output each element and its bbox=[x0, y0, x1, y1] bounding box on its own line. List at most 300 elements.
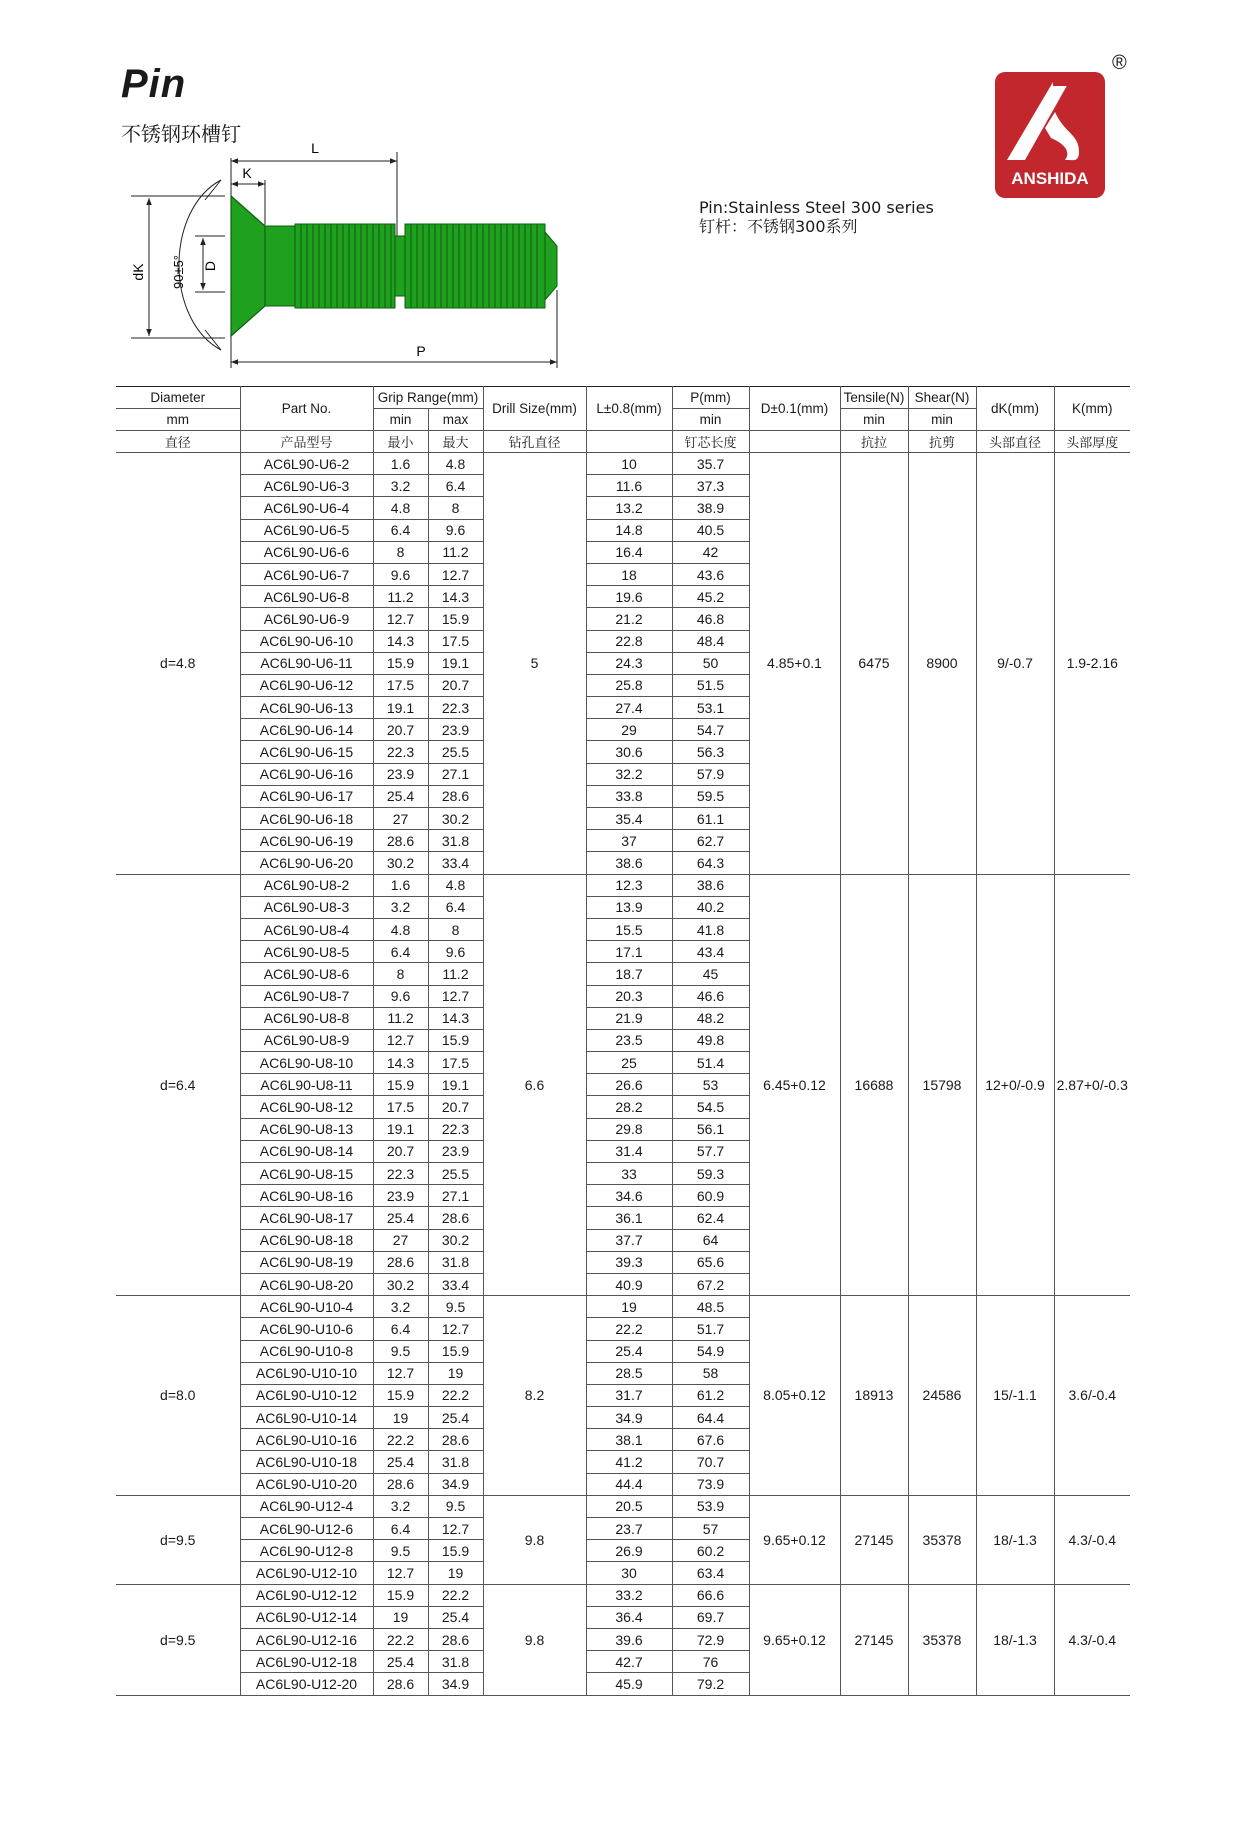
cell-grip-min: 28.6 bbox=[373, 830, 428, 852]
cell-grip-min: 1.6 bbox=[373, 874, 428, 896]
cell-P: 64.3 bbox=[672, 852, 749, 874]
cell-P: 53 bbox=[672, 1074, 749, 1096]
cell-grip-min: 22.2 bbox=[373, 1429, 428, 1451]
label-D: D bbox=[202, 260, 218, 272]
cell-grip-max: 31.8 bbox=[428, 1251, 483, 1273]
label-P: P bbox=[416, 343, 426, 359]
cell-grip-min: 3.2 bbox=[373, 896, 428, 918]
cell-L: 13.2 bbox=[586, 497, 672, 519]
cell-L: 33.2 bbox=[586, 1584, 672, 1606]
cell-L: 41.2 bbox=[586, 1451, 672, 1473]
cell-K: 1.9-2.16 bbox=[1054, 453, 1130, 875]
cell-part-no: AC6L90-U8-9 bbox=[240, 1029, 373, 1051]
material-en: Pin:Stainless Steel 300 series bbox=[699, 198, 934, 217]
cell-P: 50 bbox=[672, 652, 749, 674]
cell-grip-max: 17.5 bbox=[428, 1052, 483, 1074]
th-part-no: Part No. bbox=[240, 387, 373, 431]
cell-grip-max: 4.8 bbox=[428, 453, 483, 475]
cell-part-no: AC6L90-U6-9 bbox=[240, 608, 373, 630]
page-title: Pin bbox=[121, 62, 187, 106]
cell-shear: 35378 bbox=[908, 1584, 976, 1695]
cell-P: 79.2 bbox=[672, 1673, 749, 1695]
cell-grip-min: 12.7 bbox=[373, 1562, 428, 1584]
cell-part-no: AC6L90-U8-6 bbox=[240, 963, 373, 985]
cell-grip-max: 28.6 bbox=[428, 1207, 483, 1229]
cell-P: 54.9 bbox=[672, 1340, 749, 1362]
cell-P: 60.9 bbox=[672, 1185, 749, 1207]
cell-grip-max: 25.5 bbox=[428, 1163, 483, 1185]
cell-diameter: d=6.4 bbox=[116, 874, 240, 1296]
cell-part-no: AC6L90-U6-3 bbox=[240, 475, 373, 497]
cell-grip-max: 19.1 bbox=[428, 652, 483, 674]
cell-L: 35.4 bbox=[586, 808, 672, 830]
cell-L: 39.6 bbox=[586, 1628, 672, 1650]
cell-grip-max: 11.2 bbox=[428, 541, 483, 563]
cell-L: 28.2 bbox=[586, 1096, 672, 1118]
cell-L: 20.5 bbox=[586, 1495, 672, 1517]
cell-part-no: AC6L90-U6-20 bbox=[240, 852, 373, 874]
cell-grip-max: 27.1 bbox=[428, 1185, 483, 1207]
label-dK: dK bbox=[130, 263, 146, 281]
cell-P: 45.2 bbox=[672, 586, 749, 608]
cell-part-no: AC6L90-U8-3 bbox=[240, 896, 373, 918]
cell-grip-max: 31.8 bbox=[428, 830, 483, 852]
cell-L: 39.3 bbox=[586, 1251, 672, 1273]
cell-grip-max: 6.4 bbox=[428, 896, 483, 918]
cell-P: 53.1 bbox=[672, 697, 749, 719]
cell-P: 63.4 bbox=[672, 1562, 749, 1584]
cell-part-no: AC6L90-U8-19 bbox=[240, 1251, 373, 1273]
cell-part-no: AC6L90-U12-20 bbox=[240, 1673, 373, 1695]
cell-L: 29.8 bbox=[586, 1118, 672, 1140]
header-row-1 bbox=[116, 387, 1130, 409]
cell-P: 76 bbox=[672, 1651, 749, 1673]
cell-P: 72.9 bbox=[672, 1628, 749, 1650]
cell-grip-min: 6.4 bbox=[373, 941, 428, 963]
cell-L: 19.6 bbox=[586, 586, 672, 608]
cell-P: 65.6 bbox=[672, 1251, 749, 1273]
cell-grip-max: 22.2 bbox=[428, 1584, 483, 1606]
cell-grip-min: 9.5 bbox=[373, 1540, 428, 1562]
cell-drill: 5 bbox=[483, 453, 586, 875]
cell-part-no: AC6L90-U12-10 bbox=[240, 1562, 373, 1584]
cell-grip-max: 12.7 bbox=[428, 1518, 483, 1540]
cell-L: 30.6 bbox=[586, 741, 672, 763]
cell-grip-min: 6.4 bbox=[373, 519, 428, 541]
cell-grip-min: 20.7 bbox=[373, 719, 428, 741]
cell-part-no: AC6L90-U10-8 bbox=[240, 1340, 373, 1362]
cell-P: 43.4 bbox=[672, 941, 749, 963]
cell-dK: 12+0/-0.9 bbox=[976, 874, 1054, 1296]
cell-grip-min: 23.9 bbox=[373, 1185, 428, 1207]
header-row-cn bbox=[116, 431, 1130, 453]
cell-part-no: AC6L90-U8-13 bbox=[240, 1118, 373, 1140]
cell-L: 32.2 bbox=[586, 763, 672, 785]
cell-part-no: AC6L90-U8-2 bbox=[240, 874, 373, 896]
cell-part-no: AC6L90-U8-10 bbox=[240, 1052, 373, 1074]
th-grip-min: min bbox=[373, 409, 428, 431]
cell-diameter: d=8.0 bbox=[116, 1296, 240, 1496]
cell-L: 18.7 bbox=[586, 963, 672, 985]
cell-grip-min: 9.6 bbox=[373, 985, 428, 1007]
cell-part-no: AC6L90-U12-14 bbox=[240, 1606, 373, 1628]
cell-L: 17.1 bbox=[586, 941, 672, 963]
cell-P: 56.1 bbox=[672, 1118, 749, 1140]
cell-grip-min: 6.4 bbox=[373, 1518, 428, 1540]
cell-grip-max: 9.5 bbox=[428, 1296, 483, 1318]
cell-part-no: AC6L90-U10-14 bbox=[240, 1407, 373, 1429]
cell-grip-max: 25.4 bbox=[428, 1407, 483, 1429]
th-L: L±0.8(mm) bbox=[586, 387, 672, 431]
cell-grip-min: 17.5 bbox=[373, 1096, 428, 1118]
cell-P: 70.7 bbox=[672, 1451, 749, 1473]
cell-part-no: AC6L90-U10-10 bbox=[240, 1362, 373, 1384]
cell-grip-min: 9.5 bbox=[373, 1340, 428, 1362]
pin-diagram bbox=[125, 140, 625, 370]
th-cn-dK: 头部直径 bbox=[976, 431, 1054, 453]
cell-part-no: AC6L90-U10-4 bbox=[240, 1296, 373, 1318]
cell-part-no: AC6L90-U10-18 bbox=[240, 1451, 373, 1473]
cell-L: 11.6 bbox=[586, 475, 672, 497]
cell-L: 34.6 bbox=[586, 1185, 672, 1207]
cell-grip-max: 9.5 bbox=[428, 1495, 483, 1517]
cell-L: 33.8 bbox=[586, 785, 672, 807]
th-dK: dK(mm) bbox=[976, 387, 1054, 431]
cell-grip-min: 28.6 bbox=[373, 1251, 428, 1273]
cell-L: 22.2 bbox=[586, 1318, 672, 1340]
cell-grip-min: 25.4 bbox=[373, 1207, 428, 1229]
cell-part-no: AC6L90-U12-4 bbox=[240, 1495, 373, 1517]
cell-L: 20.3 bbox=[586, 985, 672, 1007]
table-row bbox=[116, 1495, 1130, 1517]
cell-drill: 9.8 bbox=[483, 1584, 586, 1695]
cell-P: 48.2 bbox=[672, 1007, 749, 1029]
cell-part-no: AC6L90-U12-18 bbox=[240, 1651, 373, 1673]
cell-grip-max: 34.9 bbox=[428, 1473, 483, 1495]
cell-part-no: AC6L90-U6-2 bbox=[240, 453, 373, 475]
cell-grip-min: 3.2 bbox=[373, 475, 428, 497]
cell-L: 23.5 bbox=[586, 1029, 672, 1051]
cell-part-no: AC6L90-U8-5 bbox=[240, 941, 373, 963]
cell-D: 6.45+0.12 bbox=[749, 874, 840, 1296]
cell-part-no: AC6L90-U8-12 bbox=[240, 1096, 373, 1118]
cell-part-no: AC6L90-U6-5 bbox=[240, 519, 373, 541]
cell-grip-min: 8 bbox=[373, 541, 428, 563]
cell-part-no: AC6L90-U6-11 bbox=[240, 652, 373, 674]
cell-P: 59.3 bbox=[672, 1163, 749, 1185]
cell-P: 35.7 bbox=[672, 453, 749, 475]
cell-part-no: AC6L90-U6-18 bbox=[240, 808, 373, 830]
cell-grip-min: 25.4 bbox=[373, 1651, 428, 1673]
cell-grip-max: 15.9 bbox=[428, 1340, 483, 1362]
cell-grip-max: 20.7 bbox=[428, 1096, 483, 1118]
cell-P: 66.6 bbox=[672, 1584, 749, 1606]
cell-L: 26.9 bbox=[586, 1540, 672, 1562]
cell-grip-max: 30.2 bbox=[428, 1229, 483, 1251]
cell-P: 57 bbox=[672, 1518, 749, 1540]
cell-grip-max: 28.6 bbox=[428, 1628, 483, 1650]
cell-P: 46.6 bbox=[672, 985, 749, 1007]
cell-shear: 8900 bbox=[908, 453, 976, 875]
cell-P: 61.2 bbox=[672, 1384, 749, 1406]
cell-grip-max: 25.5 bbox=[428, 741, 483, 763]
cell-L: 15.5 bbox=[586, 918, 672, 940]
cell-part-no: AC6L90-U12-12 bbox=[240, 1584, 373, 1606]
cell-L: 38.6 bbox=[586, 852, 672, 874]
cell-grip-max: 22.3 bbox=[428, 1118, 483, 1140]
cell-K: 4.3/-0.4 bbox=[1054, 1495, 1130, 1584]
cell-P: 37.3 bbox=[672, 475, 749, 497]
cell-L: 19 bbox=[586, 1296, 672, 1318]
cell-part-no: AC6L90-U6-17 bbox=[240, 785, 373, 807]
cell-K: 3.6/-0.4 bbox=[1054, 1296, 1130, 1496]
cell-grip-max: 28.6 bbox=[428, 785, 483, 807]
cell-L: 45.9 bbox=[586, 1673, 672, 1695]
cell-L: 28.5 bbox=[586, 1362, 672, 1384]
table-row bbox=[116, 1584, 1130, 1606]
cell-L: 25.8 bbox=[586, 674, 672, 696]
cell-P: 54.5 bbox=[672, 1096, 749, 1118]
cell-P: 67.6 bbox=[672, 1429, 749, 1451]
cell-P: 38.9 bbox=[672, 497, 749, 519]
cell-P: 40.5 bbox=[672, 519, 749, 541]
cell-grip-max: 8 bbox=[428, 918, 483, 940]
th-P: P(mm) bbox=[672, 387, 749, 409]
cell-K: 2.87+0/-0.3 bbox=[1054, 874, 1130, 1296]
th-shear: Shear(N) bbox=[908, 387, 976, 409]
th-cn-part-no: 产品型号 bbox=[240, 431, 373, 453]
cell-L: 13.9 bbox=[586, 896, 672, 918]
cell-grip-max: 19 bbox=[428, 1562, 483, 1584]
cell-part-no: AC6L90-U8-8 bbox=[240, 1007, 373, 1029]
cell-grip-max: 19 bbox=[428, 1362, 483, 1384]
cell-grip-max: 31.8 bbox=[428, 1451, 483, 1473]
cell-L: 21.2 bbox=[586, 608, 672, 630]
cell-P: 40.2 bbox=[672, 896, 749, 918]
cell-L: 29 bbox=[586, 719, 672, 741]
cell-dK: 9/-0.7 bbox=[976, 453, 1054, 875]
cell-P: 38.6 bbox=[672, 874, 749, 896]
cell-D: 4.85+0.1 bbox=[749, 453, 840, 875]
cell-L: 34.9 bbox=[586, 1407, 672, 1429]
cell-grip-min: 15.9 bbox=[373, 652, 428, 674]
cell-grip-min: 22.3 bbox=[373, 1163, 428, 1185]
cell-grip-max: 12.7 bbox=[428, 563, 483, 585]
cell-L: 38.1 bbox=[586, 1429, 672, 1451]
cell-grip-min: 19 bbox=[373, 1606, 428, 1628]
cell-grip-min: 8 bbox=[373, 963, 428, 985]
cell-L: 31.4 bbox=[586, 1140, 672, 1162]
cell-P: 61.1 bbox=[672, 808, 749, 830]
cell-grip-min: 19 bbox=[373, 1407, 428, 1429]
cell-L: 18 bbox=[586, 563, 672, 585]
cell-L: 42.7 bbox=[586, 1651, 672, 1673]
table-row bbox=[116, 1296, 1130, 1318]
cell-D: 9.65+0.12 bbox=[749, 1495, 840, 1584]
cell-L: 25 bbox=[586, 1052, 672, 1074]
cell-part-no: AC6L90-U8-7 bbox=[240, 985, 373, 1007]
cell-part-no: AC6L90-U10-20 bbox=[240, 1473, 373, 1495]
cell-part-no: AC6L90-U6-10 bbox=[240, 630, 373, 652]
cell-L: 37.7 bbox=[586, 1229, 672, 1251]
th-cn-K: 头部厚度 bbox=[1054, 431, 1130, 453]
th-mm: mm bbox=[116, 409, 240, 431]
th-cn-P: 钉芯长度 bbox=[672, 431, 749, 453]
cell-grip-min: 3.2 bbox=[373, 1495, 428, 1517]
cell-grip-max: 20.7 bbox=[428, 674, 483, 696]
cell-L: 23.7 bbox=[586, 1518, 672, 1540]
cell-grip-min: 23.9 bbox=[373, 763, 428, 785]
cell-part-no: AC6L90-U6-7 bbox=[240, 563, 373, 585]
th-cn-shear: 抗剪 bbox=[908, 431, 976, 453]
cell-part-no: AC6L90-U8-16 bbox=[240, 1185, 373, 1207]
cell-grip-max: 19.1 bbox=[428, 1074, 483, 1096]
cell-grip-min: 14.3 bbox=[373, 1052, 428, 1074]
cell-grip-max: 15.9 bbox=[428, 608, 483, 630]
cell-grip-min: 3.2 bbox=[373, 1296, 428, 1318]
cell-grip-max: 12.7 bbox=[428, 985, 483, 1007]
th-tensile-min: min bbox=[840, 409, 908, 431]
cell-L: 25.4 bbox=[586, 1340, 672, 1362]
cell-L: 26.6 bbox=[586, 1074, 672, 1096]
cell-grip-min: 30.2 bbox=[373, 1273, 428, 1295]
cell-part-no: AC6L90-U10-16 bbox=[240, 1429, 373, 1451]
cell-grip-max: 14.3 bbox=[428, 1007, 483, 1029]
cell-P: 51.4 bbox=[672, 1052, 749, 1074]
cell-P: 67.2 bbox=[672, 1273, 749, 1295]
cell-part-no: AC6L90-U12-16 bbox=[240, 1628, 373, 1650]
th-cn-D bbox=[749, 431, 840, 453]
cell-K: 4.3/-0.4 bbox=[1054, 1584, 1130, 1695]
cell-grip-min: 30.2 bbox=[373, 852, 428, 874]
cell-grip-max: 30.2 bbox=[428, 808, 483, 830]
cell-P: 46.8 bbox=[672, 608, 749, 630]
cell-grip-min: 11.2 bbox=[373, 1007, 428, 1029]
th-cn-drill: 钻孔直径 bbox=[483, 431, 586, 453]
cell-P: 73.9 bbox=[672, 1473, 749, 1495]
cell-P: 57.7 bbox=[672, 1140, 749, 1162]
cell-grip-max: 25.4 bbox=[428, 1606, 483, 1628]
cell-grip-min: 4.8 bbox=[373, 497, 428, 519]
cell-P: 45 bbox=[672, 963, 749, 985]
anshida-logo bbox=[995, 72, 1105, 198]
material-cn: 钉杆：不锈钢300系列 bbox=[699, 217, 858, 236]
cell-grip-min: 27 bbox=[373, 1229, 428, 1251]
cell-part-no: AC6L90-U8-15 bbox=[240, 1163, 373, 1185]
cell-grip-min: 12.7 bbox=[373, 608, 428, 630]
cell-tensile: 16688 bbox=[840, 874, 908, 1296]
cell-grip-min: 17.5 bbox=[373, 674, 428, 696]
cell-L: 21.9 bbox=[586, 1007, 672, 1029]
cell-part-no: AC6L90-U6-13 bbox=[240, 697, 373, 719]
cell-P: 49.8 bbox=[672, 1029, 749, 1051]
cell-grip-max: 9.6 bbox=[428, 519, 483, 541]
cell-grip-min: 4.8 bbox=[373, 918, 428, 940]
cell-P: 57.9 bbox=[672, 763, 749, 785]
cell-P: 56.3 bbox=[672, 741, 749, 763]
cell-P: 60.2 bbox=[672, 1540, 749, 1562]
cell-grip-max: 8 bbox=[428, 497, 483, 519]
cell-diameter: d=4.8 bbox=[116, 453, 240, 875]
cell-part-no: AC6L90-U12-8 bbox=[240, 1540, 373, 1562]
cell-shear: 15798 bbox=[908, 874, 976, 1296]
material-note bbox=[699, 198, 934, 236]
th-cn-tensile: 抗拉 bbox=[840, 431, 908, 453]
cell-tensile: 6475 bbox=[840, 453, 908, 875]
cell-grip-min: 9.6 bbox=[373, 563, 428, 585]
cell-D: 8.05+0.12 bbox=[749, 1296, 840, 1496]
cell-part-no: AC6L90-U8-20 bbox=[240, 1273, 373, 1295]
cell-P: 48.5 bbox=[672, 1296, 749, 1318]
table-row bbox=[116, 453, 1130, 475]
cell-part-no: AC6L90-U10-6 bbox=[240, 1318, 373, 1340]
cell-grip-max: 15.9 bbox=[428, 1029, 483, 1051]
cell-grip-min: 15.9 bbox=[373, 1584, 428, 1606]
label-K: K bbox=[242, 165, 252, 181]
th-D: D±0.1(mm) bbox=[749, 387, 840, 431]
th-grip: Grip Range(mm) bbox=[373, 387, 483, 409]
registered-mark: ® bbox=[1112, 52, 1127, 74]
cell-L: 22.8 bbox=[586, 630, 672, 652]
cell-grip-max: 22.2 bbox=[428, 1384, 483, 1406]
cell-part-no: AC6L90-U8-17 bbox=[240, 1207, 373, 1229]
cell-grip-min: 22.3 bbox=[373, 741, 428, 763]
cell-grip-max: 34.9 bbox=[428, 1673, 483, 1695]
cell-diameter: d=9.5 bbox=[116, 1584, 240, 1695]
cell-grip-max: 17.5 bbox=[428, 630, 483, 652]
cell-L: 37 bbox=[586, 830, 672, 852]
cell-grip-max: 11.2 bbox=[428, 963, 483, 985]
cell-P: 43.6 bbox=[672, 563, 749, 585]
cell-L: 44.4 bbox=[586, 1473, 672, 1495]
th-diameter: Diameter bbox=[116, 387, 240, 409]
cell-dK: 15/-1.1 bbox=[976, 1296, 1054, 1496]
cell-L: 30 bbox=[586, 1562, 672, 1584]
cell-grip-max: 15.9 bbox=[428, 1540, 483, 1562]
cell-grip-max: 33.4 bbox=[428, 852, 483, 874]
cell-part-no: AC6L90-U6-12 bbox=[240, 674, 373, 696]
cell-grip-min: 20.7 bbox=[373, 1140, 428, 1162]
cell-grip-min: 28.6 bbox=[373, 1673, 428, 1695]
cell-L: 24.3 bbox=[586, 652, 672, 674]
cell-P: 59.5 bbox=[672, 785, 749, 807]
cell-grip-max: 12.7 bbox=[428, 1318, 483, 1340]
cell-grip-max: 23.9 bbox=[428, 1140, 483, 1162]
cell-grip-min: 6.4 bbox=[373, 1318, 428, 1340]
cell-L: 10 bbox=[586, 453, 672, 475]
cell-grip-min: 1.6 bbox=[373, 453, 428, 475]
cell-L: 12.3 bbox=[586, 874, 672, 896]
th-cn-min: 最小 bbox=[373, 431, 428, 453]
cell-grip-min: 12.7 bbox=[373, 1362, 428, 1384]
cell-grip-max: 14.3 bbox=[428, 586, 483, 608]
cell-part-no: AC6L90-U8-4 bbox=[240, 918, 373, 940]
th-tensile: Tensile(N) bbox=[840, 387, 908, 409]
cell-L: 33 bbox=[586, 1163, 672, 1185]
cell-dK: 18/-1.3 bbox=[976, 1495, 1054, 1584]
cell-tensile: 18913 bbox=[840, 1296, 908, 1496]
cell-grip-min: 12.7 bbox=[373, 1029, 428, 1051]
cell-grip-min: 19.1 bbox=[373, 697, 428, 719]
cell-grip-min: 27 bbox=[373, 808, 428, 830]
cell-L: 27.4 bbox=[586, 697, 672, 719]
cell-part-no: AC6L90-U6-16 bbox=[240, 763, 373, 785]
cell-D: 9.65+0.12 bbox=[749, 1584, 840, 1695]
cell-dK: 18/-1.3 bbox=[976, 1584, 1054, 1695]
cell-P: 58 bbox=[672, 1362, 749, 1384]
cell-P: 42 bbox=[672, 541, 749, 563]
cell-L: 14.8 bbox=[586, 519, 672, 541]
